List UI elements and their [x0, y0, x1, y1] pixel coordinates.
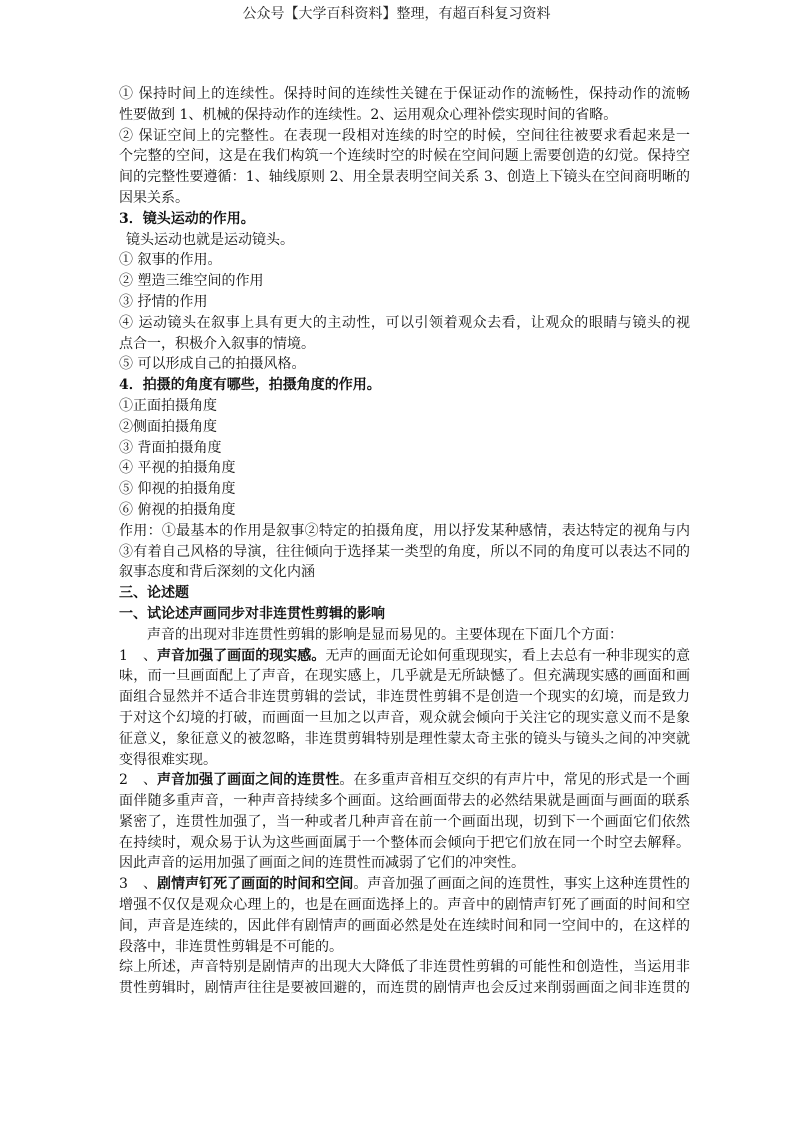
item-number: 2、: [119, 772, 157, 789]
text-line: [119, 354, 690, 375]
text-line: [119, 937, 690, 958]
text-line: [119, 895, 690, 916]
text-line: [119, 978, 690, 999]
text-line: [119, 500, 690, 521]
text-line: [119, 957, 690, 978]
line-text: 面组合显然并不适合非连贯剪辑的尝试，非连贯性剪辑不是创造一个现实的幻境，而是致力: [119, 689, 690, 706]
line-text: 点合一，积极介入叙事的情境。: [119, 335, 315, 352]
bold-text: 一、试论述声画同步对非连贯性剪辑的影响: [119, 605, 385, 622]
text-line: [119, 646, 690, 667]
line-text: ⑤ 可以形成自己的拍摄风格。: [119, 356, 306, 373]
line-text: 无声的画面无论如何重现现实，看上去总有一种非现实的意: [325, 647, 690, 664]
line-text: ⑥ 俯视的拍摄角度: [119, 501, 236, 518]
line-text: 间，声音是连续的，因此伴有剧情声的画面必然是处在连续时间和同一空间中的，在这样的: [119, 917, 690, 934]
text-line: [119, 188, 690, 209]
bold-text: 声音加强了画面的现实感。: [157, 647, 326, 664]
line-text: ②侧面拍摄角度: [119, 418, 217, 435]
page-header: 公众号【大学百科资料】整理，有超百科复习资料: [242, 6, 551, 22]
text-line: [119, 542, 690, 563]
line-text: 段落中，非连贯性剪辑是不可能的。: [119, 938, 343, 955]
line-text: 在持续时，观众易于认为这些画面属于一个整体而会倾向于把它们放在同一个时空去解释。: [119, 834, 690, 851]
line-text: 因果关系。: [119, 189, 189, 206]
section-heading: [119, 604, 690, 625]
line-text: ④ 平视的拍摄角度: [119, 460, 236, 477]
bold-text: 4．拍摄的角度有哪些，拍摄角度的作用。: [119, 377, 381, 394]
line-text: ③有着自己风格的导演，往往倾向于选择某一类型的角度，所以不同的角度可以表达不同的: [119, 543, 690, 560]
line-text: ② 保证空间上的完整性。在表现一段相对连续的时空的时候，空间往往被要求看起来是一: [119, 127, 690, 144]
text-line: [119, 167, 690, 188]
line-text: 性要做到 1、机械的保持动作的连续性。2、运用观众心理补偿实现时间的省略。: [119, 106, 618, 123]
text-line: [119, 812, 690, 833]
document-body: [119, 84, 690, 999]
line-text: 紧密了，连贯性加强了，当一种或者几种声音在前一个画面出现，切到下一个画面它们依然: [119, 813, 690, 830]
text-line: [119, 687, 690, 708]
text-line: [119, 84, 690, 105]
line-text: 个完整的空间，这是在我们构筑一个连续时空的时候在空间问题上需要创造的幻觉。保持空: [119, 148, 690, 165]
line-text: 面伴随多重声音，一种声音持续多个画面。这给画面带去的必然结果就是画面与画面的联系: [119, 793, 690, 810]
line-text: ③ 抒情的作用: [119, 293, 208, 310]
text-line: [119, 230, 690, 251]
line-text: 综上所述，声音特别是剧情声的出现大大降低了非连贯性剪辑的可能性和创造性，当运用非: [119, 959, 690, 976]
text-line: [119, 916, 690, 937]
text-line: [119, 479, 690, 500]
line-text: 镜头运动也就是运动镜头。: [126, 231, 294, 248]
line-text: 征意义，象征意义的被忽略，非连贯剪辑特别是理性蒙太奇主张的镜头与镜头之间的冲突就: [119, 730, 690, 747]
line-text: ④ 运动镜头在叙事上具有更大的主动性，可以引领着观众去看，让观众的眼睛与镜头的视: [119, 314, 690, 331]
bold-text: 声音加强了画面之间的连贯性: [157, 772, 340, 789]
text-line: [119, 334, 690, 355]
bold-text: 剧情声钉死了画面的时间和空间: [157, 876, 354, 893]
text-line: [119, 458, 690, 479]
line-text: ① 叙事的作用。: [119, 252, 222, 269]
text-line: [119, 105, 690, 126]
line-text: 叙事态度和背后深刻的文化内涵: [119, 564, 315, 581]
text-line: [119, 666, 690, 687]
section-heading: [119, 375, 690, 396]
line-text: 变得很难实现。: [119, 751, 217, 768]
text-line: [119, 874, 690, 895]
text-line: [119, 438, 690, 459]
text-line: [119, 292, 690, 313]
line-text: 间的完整性要遵循：1、轴线原则 2、用全景表明空间关系 3、创造上下镜头在空间商明晰的: [119, 169, 690, 186]
line-text: 声音的出现对非连贯性剪辑的影响是显而易见的。主要体现在下面几个方面：: [147, 626, 623, 643]
line-text: 味，而一旦画面配上了声音，在现实感上，几乎就是无所缺憾了。但充满现实感的画面和画: [119, 668, 690, 685]
text-line: [119, 146, 690, 167]
line-text: ① 保持时间上的连续性。保持时间的连续性关键在于保证动作的流畅性，保持动作的流畅: [119, 86, 690, 102]
line-text: ⑤ 仰视的拍摄角度: [119, 481, 236, 498]
bold-text: 3．镜头运动的作用。: [119, 210, 255, 227]
text-line: [119, 313, 690, 334]
item-number: 3、: [119, 876, 157, 893]
line-text: 。声音加强了画面之间的连贯性，事实上这种连贯性的: [353, 876, 690, 893]
text-line: [119, 729, 690, 750]
line-text: 贯性剪辑时，剧情声往往是要被回避的，而连贯的剧情声也会反过来削弱画面之间非连贯的: [119, 980, 690, 997]
text-line: [119, 562, 690, 583]
item-number: 1、: [119, 647, 157, 664]
line-text: 增强不仅仅是观众心理上的，也是在画面选择上的。声音中的剧情声钉死了画面的时间和空: [119, 897, 690, 914]
line-text: ①正面拍摄角度: [119, 397, 217, 414]
text-line: [119, 250, 690, 271]
text-line: [119, 126, 690, 147]
text-line: [119, 853, 690, 874]
text-line: [119, 750, 690, 771]
line-text: ② 塑造三维空间的作用: [119, 273, 264, 290]
line-text: 作用：①最基本的作用是叙事②特定的拍摄角度，用以抒发某种感情，表达特定的视角与内: [119, 522, 690, 539]
text-line: [119, 396, 690, 417]
text-line: [119, 417, 690, 438]
bold-text: 三、论述题: [119, 585, 189, 602]
text-line: [119, 770, 690, 791]
text-line: [119, 791, 690, 812]
text-line: [119, 708, 690, 729]
line-text: 。在多重声音相互交织的有声片中，常见的形式是一个画: [339, 772, 690, 789]
line-text: ③ 背面拍摄角度: [119, 439, 222, 456]
line-text: 于对这个幻境的打破，而画面一旦加之以声音，观众就会倾向于关注它的现实意义而不是象: [119, 709, 690, 726]
text-line: [119, 625, 690, 646]
section-heading: [119, 583, 690, 604]
text-line: [119, 833, 690, 854]
text-line: [119, 521, 690, 542]
line-text: 因此声音的运用加强了画面之间的连贯性而减弱了它们的冲突性。: [119, 855, 525, 872]
text-line: [119, 271, 690, 292]
section-heading: [119, 209, 690, 230]
